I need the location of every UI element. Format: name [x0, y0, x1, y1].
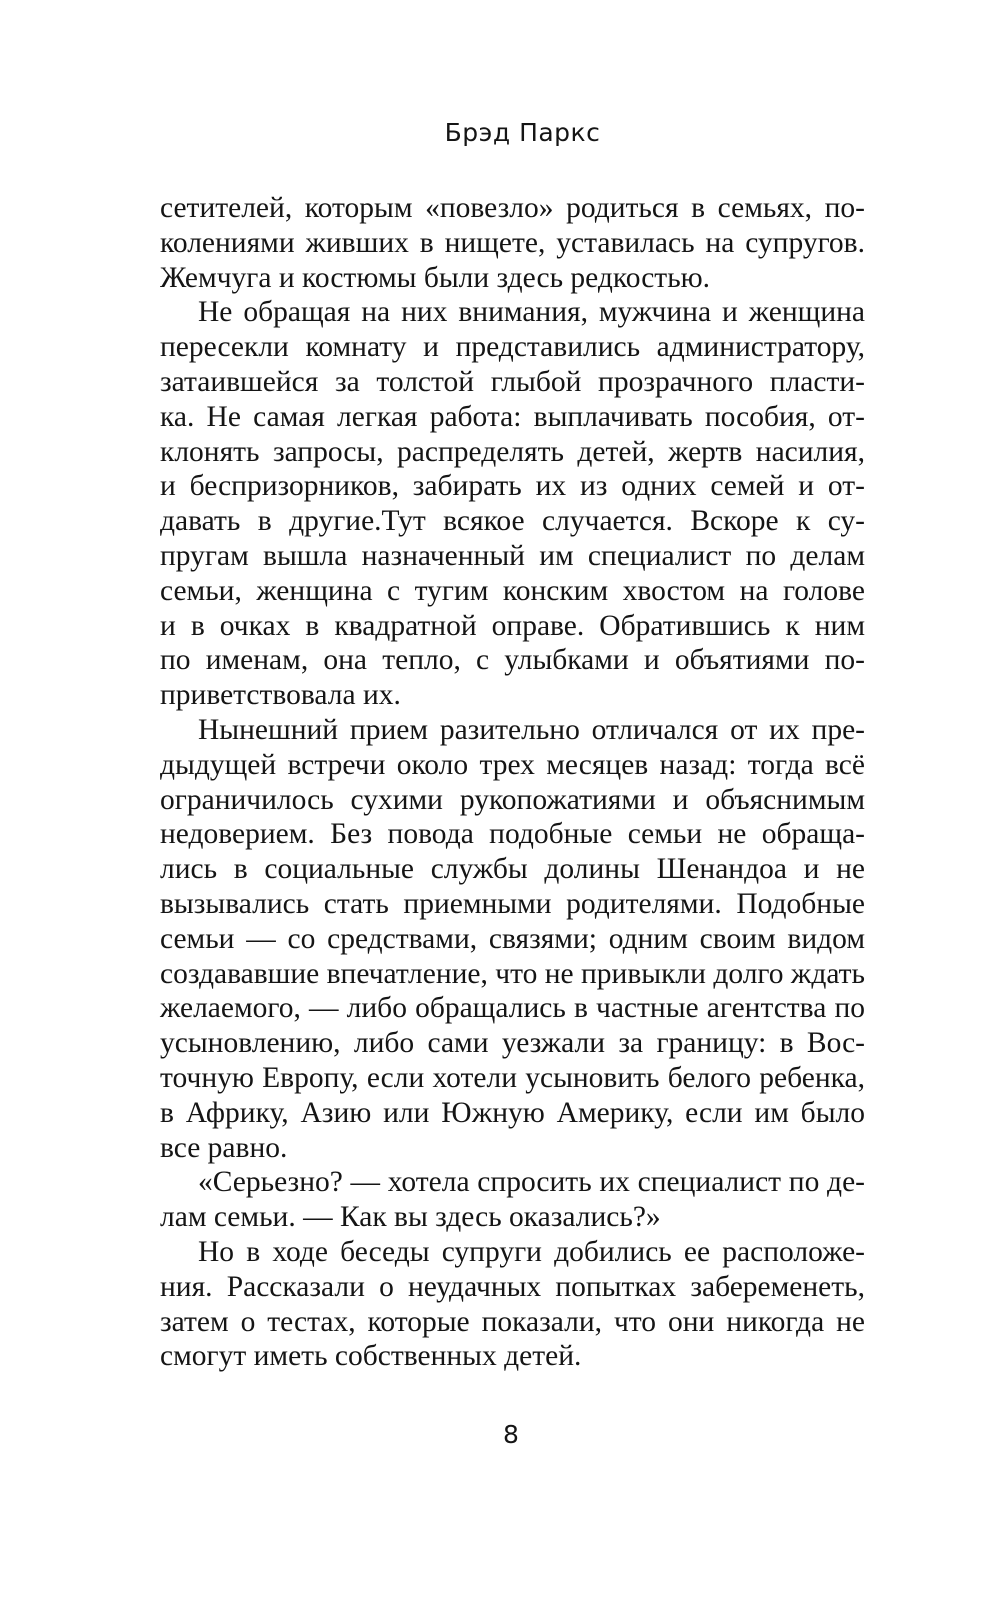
text-line: Не обращая на них внимания, мужчина и женщина [198, 296, 865, 329]
text-line: дыдущей встречи около трех месяцев назад: тогда всё [160, 748, 865, 781]
text-line: Жемчуга и костюмы были здесь редкостью. [160, 261, 711, 294]
text-line: все равно. [160, 1131, 288, 1164]
text-line: лись в социальные службы долины Шенандоа и не [160, 853, 865, 886]
text-line: клонять запросы, распределять детей, жертв насилия, [160, 435, 865, 468]
text-line: «Серьезно? — хотела спросить их специалист по де- [198, 1166, 865, 1199]
running-header-author: Брэд Паркс [444, 118, 601, 147]
text-line: затаившейся за толстой глыбой прозрачного пласти- [160, 365, 865, 398]
text-line: усыновлению, либо сами уезжали за границу: в Вос- [160, 1027, 865, 1060]
text-line: Но в ходе беседы супруги добились ее расположе- [198, 1235, 865, 1268]
text-line: семьи, женщина с тугим конским хвостом на голове [160, 574, 865, 607]
text-line: сетителей, которым «повезло» родиться в семьях, по- [160, 192, 865, 224]
text-line: в Африку, Азию или Южную Америку, если им было [160, 1096, 865, 1129]
text-line: смогут иметь собственных детей. [160, 1340, 582, 1373]
text-line: пругам вышла назначенный им специалист по делам [160, 539, 865, 572]
text-line: вызывались стать приемными родителями. Подобные [160, 887, 865, 920]
text-line: пересекли комнату и представились администратору, [160, 331, 865, 364]
text-line: семьи — со средствами, связями; одним своим видом [160, 922, 865, 955]
page-number: 8 [503, 1420, 519, 1449]
text-line: по именам, она тепло, с улыбками и объятиями по- [160, 644, 865, 677]
text-line: ка. Не самая легкая работа: выплачивать пособия, от- [160, 400, 865, 433]
text-line: и беспризорников, забирать их из одних семей и от- [160, 470, 865, 503]
text-line: лам семьи. — Как вы здесь оказались?» [160, 1201, 661, 1234]
text-line: приветствовала их. [160, 679, 401, 712]
text-line: создававшие впечатление, что не привыкли долго ждать [160, 957, 865, 990]
text-line: ограничилось сухими рукопожатиями и объяснимым [160, 783, 865, 816]
text-line: Нынешний прием разительно отличался от их пре- [198, 713, 865, 746]
text-line: желаемого, — либо обращались в частные агентства по [160, 992, 865, 1025]
text-line: затем о тестах, которые показали, что они никогда не [160, 1305, 865, 1338]
text-line: и в очках в квадратной оправе. Обратившись к ним [160, 609, 865, 642]
body-text [160, 191, 865, 1374]
text-line: давать в другие.Тут всякое случается. Вскоре к су- [160, 505, 865, 538]
text-line: точную Европу, если хотели усыновить белого ребенка, [160, 1061, 865, 1094]
text-line: ния. Рассказали о неудачных попытках забеременеть, [160, 1270, 865, 1303]
text-line: недоверием. Без повода подобные семьи не обраща- [160, 818, 865, 851]
text-line: колениями живших в нищете, уставилась на супругов. [160, 226, 865, 259]
